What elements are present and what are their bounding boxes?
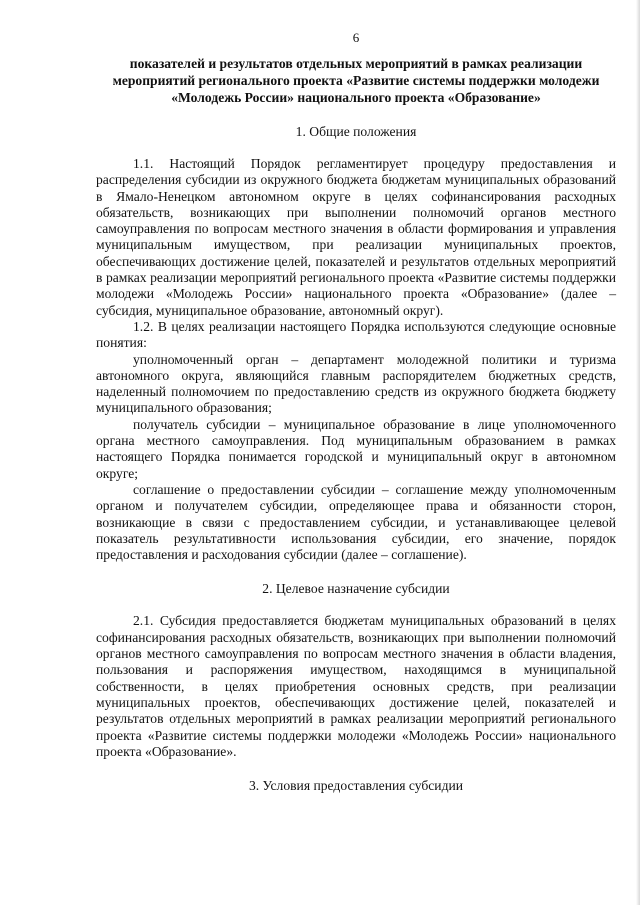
section-heading-purpose: 2. Целевое назначение субсидии bbox=[262, 581, 450, 597]
page-number: 6 bbox=[352, 30, 360, 45]
paragraph-2-1: 2.1. Субсидия предоставляется бюджетам муниципальных образований в целях софинансирования расходных обязательств, возникающих при выполнении полномочий органов местного самоуправления по вопросам местного значения в области владения, пользования и распоряжения имуществом, находящимся в муниципальной собственности, в целях приобретения основных средств, при реализации муниципальных проектов, обеспечивающих достижение целей, показателей и результатов отдельных мероприятий в рамках реализации мероприятий регионального проекта «Развитие системы поддержки молодежи «Молодежь России» национального проекта «Образование». bbox=[96, 613, 616, 759]
page-edge-shadow bbox=[636, 0, 640, 905]
paragraph-1-1: 1.1. Настоящий Порядок регламентирует процедуру предоставления и распределения субсидии из окружного бюджета бюджетам муниципальных образований в Ямало-Ненецком автономном округе в целях софинансирования расходных обязательств, возникающих при выполнении полномочий органов местного самоуправления по вопросам местного значения в области формирования и управления муниципальным имуществом, при реализации муниципальных проектов, обеспечивающих достижение целей, показателей и результатов отдельных мероприятий в рамках реализации мероприятий регионального проекта «Развитие системы поддержки молодежи «Молодежь России» национального проекта «Образование» (далее – субсидия, муниципальное образование, автономный округ). bbox=[96, 156, 616, 318]
definition-agreement: соглашение о предоставлении субсидии – соглашение между уполномоченным органом и получателем субсидии, определяющее права и обязанности сторон, возникающие в связи с предоставлением субсидии, и устанавливающее целевой показатель результативности использования субсидии, его значение, порядок предоставления и расходования субсидии (далее – соглашение). bbox=[96, 481, 616, 563]
definition-authorized-body: уполномоченный орган – департамент молодежной политики и туризма автономного округа, являющийся главным распорядителем бюджетных средств, наделенный полномочием по предоставлению средств из окружного бюджета бюджету муниципального образования; bbox=[96, 351, 616, 416]
section-heading-general: 1. Общие положения bbox=[295, 124, 417, 139]
section-heading-conditions: 3. Условия предоставления субсидии bbox=[248, 778, 464, 794]
document-page bbox=[96, 30, 616, 794]
definition-subsidy-recipient: получатель субсидии – муниципальное образование в лице уполномоченного органа местного самоуправления. Под муниципальным образованием в рамках настоящего Порядка понимается городской и муниципальный округ в автономном округе; bbox=[96, 416, 616, 481]
document-title: показателей и результатов отдельных мероприятий в рамках реализации мероприятий регионального проекта «Развитие системы поддержки молодежи «Молодежь России» национального проекта «Образование» bbox=[112, 56, 600, 105]
paragraph-1-2: 1.2. В целях реализации настоящего Порядка используются следующие основные понятия: bbox=[96, 318, 616, 351]
